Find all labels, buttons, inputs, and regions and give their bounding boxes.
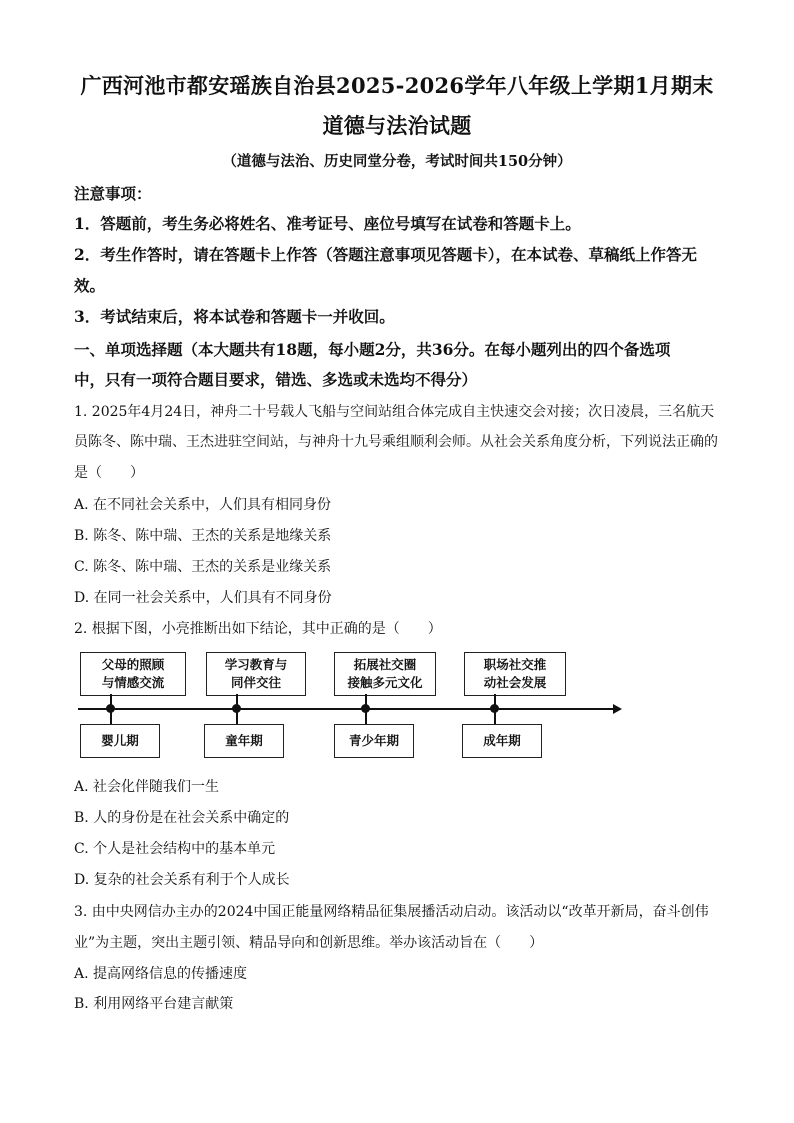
- q3-option-b: B. 利用网络平台建言献策: [74, 996, 234, 1012]
- timeline-top-box-2: [206, 652, 306, 696]
- timeline-connector: [110, 710, 112, 724]
- notes-item-2-line2: 效。: [74, 276, 106, 295]
- q2-option-b: B. 人的身份是在社会关系中确定的: [74, 810, 290, 826]
- timeline-axis: [78, 708, 618, 710]
- timeline-top-box-3: [334, 652, 436, 696]
- q1-stem-line3: 是（ ）: [74, 465, 144, 481]
- timeline-top-box-2-line2: 同伴交往: [230, 675, 281, 690]
- stage-infancy: 婴儿期: [80, 724, 160, 758]
- stage-adulthood: 成年期: [462, 724, 542, 758]
- timeline-connector: [494, 710, 496, 724]
- exam-title-line1: 广西河池市都安瑶族自治县2025-2026学年八年级上学期1月期末: [80, 73, 714, 98]
- q1-option-c: C. 陈冬、陈中瑞、王杰的关系是业缘关系: [74, 559, 332, 575]
- timeline-top-box-4: [464, 652, 566, 696]
- notes-item-3: 3．考试结束后，将本试卷和答题卡一并收回。: [74, 307, 395, 326]
- stage-childhood: 童年期: [204, 724, 284, 758]
- timeline-connector: [236, 710, 238, 724]
- stage-adolescence: 青少年期: [334, 724, 414, 758]
- timeline-top-box-4-line2: 动社会发展: [483, 675, 547, 690]
- timeline-top-box-1-line2: 与情感交流: [101, 675, 165, 690]
- q2-option-a: A. 社会化伴随我们一生: [74, 779, 220, 795]
- exam-subtitle: （道德与法治、历史同堂分卷，考试时间共150分钟）: [222, 153, 572, 170]
- q3-stem-line2: 业”为主题，突出主题引领、精品导向和创新思维。举办该活动旨在（ ）: [74, 935, 544, 951]
- timeline-top-box-2-line1: 学习教育与: [224, 657, 288, 672]
- q2-option-c: C. 个人是社会结构中的基本单元: [74, 841, 276, 857]
- q1-stem-line2: 员陈冬、陈中瑞、王杰进驻空间站，与神舟十九号乘组顺利会师。从社会关系角度分析，下列说法正确的: [74, 434, 718, 450]
- q3-stem-line1: 3. 由中央网信办主办的2024中国正能量网络精品征集展播活动启动。该活动以“改革开新局，奋斗创伟: [74, 904, 709, 920]
- q1-option-b: B. 陈冬、陈中瑞、王杰的关系是地缘关系: [74, 528, 332, 544]
- timeline-top-box-1-line1: 父母的照顾: [101, 657, 165, 672]
- q1-stem-line1: 1. 2025年4月24日，神舟二十号载人飞船与空间站组合体完成自主快速交会对接；次日凌晨，三名航天: [74, 404, 715, 420]
- timeline-top-box-3-line1: 拓展社交圈: [353, 657, 417, 672]
- q2-option-d: D. 复杂的社会关系有利于个人成长: [74, 872, 290, 888]
- socialization-timeline-diagram: [60, 648, 660, 768]
- exam-title-line2: 道德与法治试题: [322, 113, 472, 138]
- timeline-arrow-icon: [613, 704, 622, 714]
- notes-item-2-line1: 2．考生作答时，请在答题卡上作答（答题注意事项见答题卡），在本试卷、草稿纸上作答无: [74, 245, 698, 264]
- q3-option-a: A. 提高网络信息的传播速度: [74, 966, 248, 982]
- timeline-top-box-3-line2: 接触多元文化: [347, 675, 423, 690]
- q1-option-a: A. 在不同社会关系中，人们具有相同身份: [74, 497, 332, 513]
- timeline-connector: [365, 710, 367, 724]
- notes-item-1: 1．答题前，考生务必将姓名、准考证号、座位号填写在试卷和答题卡上。: [74, 214, 581, 233]
- q2-stem: 2. 根据下图，小亮推断出如下结论，其中正确的是（ ）: [74, 621, 442, 637]
- notes-heading: 注意事项：: [74, 184, 152, 203]
- section1-heading-line1: 一、单项选择题（本大题共有18题，每小题2分，共36分。在每小题列出的四个备选项: [74, 340, 671, 359]
- section1-heading-line2: 中，只有一项符合题目要求，错选、多选或未选均不得分）: [74, 370, 478, 389]
- q1-option-d: D. 在同一社会关系中，人们具有不同身份: [74, 590, 332, 606]
- timeline-top-box-4-line1: 职场社交推: [483, 657, 547, 672]
- timeline-top-box-1: [80, 652, 186, 696]
